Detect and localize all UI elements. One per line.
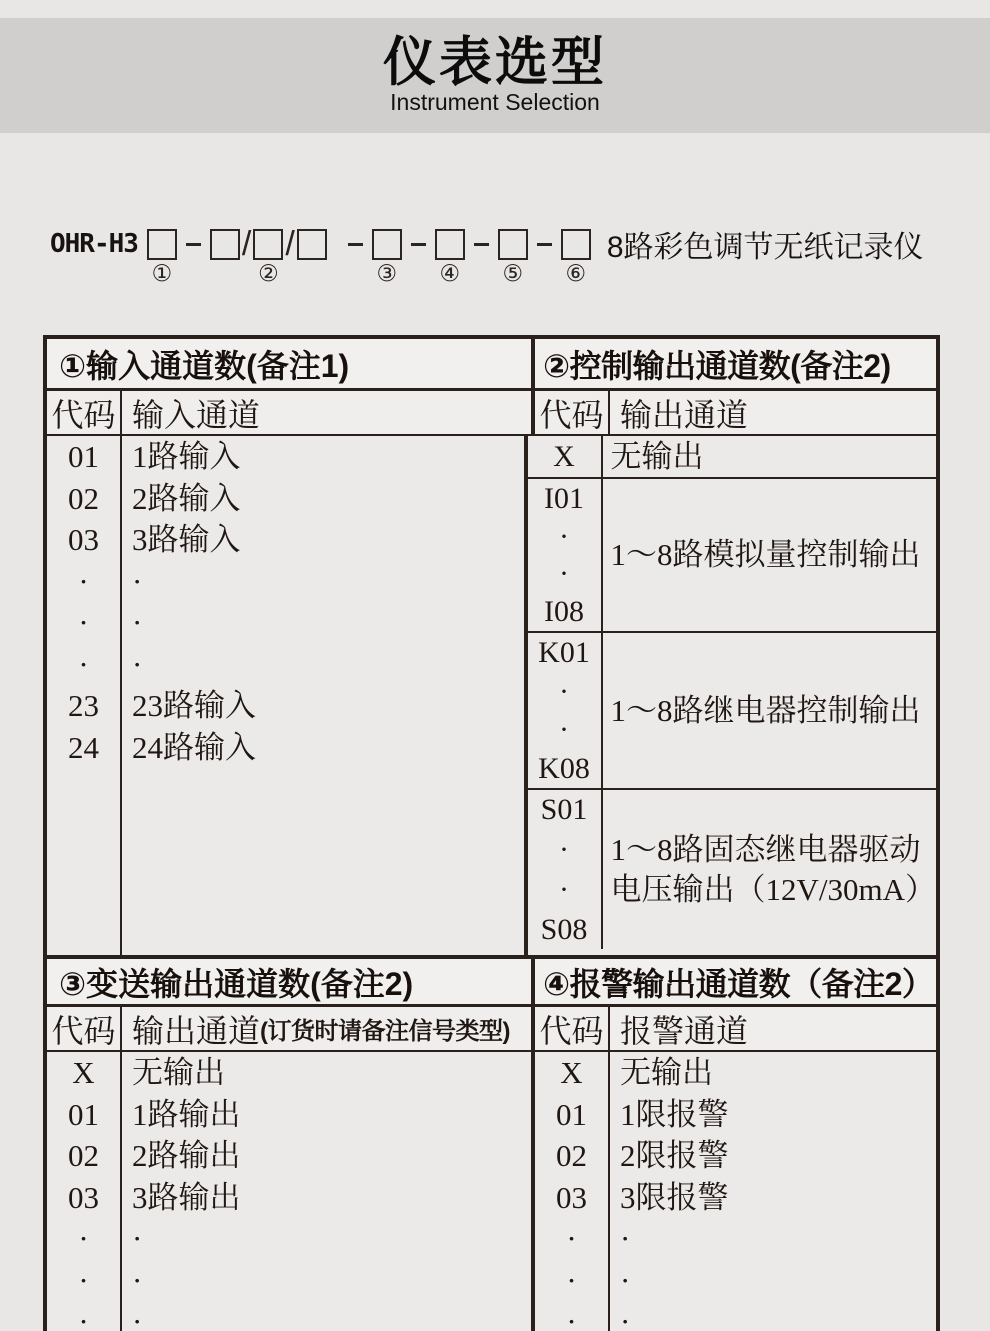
channel-cell: 无输出 [620, 1055, 713, 1091]
code-cell: · [78, 1221, 89, 1257]
code-cell: S08 [540, 913, 588, 946]
channel-column [610, 1052, 936, 1331]
marker-2: ② [258, 260, 279, 287]
channel-cell: · [132, 646, 143, 682]
code-cell: 03 [68, 522, 99, 558]
channel-cell: 1路输入 [132, 439, 241, 475]
section2-subheader [47, 1007, 936, 1052]
model-slot-3 [253, 229, 283, 287]
model-code-line [50, 222, 924, 287]
description-line: 1～8路固态继电器驱动 [610, 831, 921, 867]
channel-cell: · [132, 563, 143, 599]
output-group-analog [528, 479, 937, 633]
section2-body [47, 1052, 936, 1331]
channel-cell: 2限报警 [620, 1138, 729, 1174]
channel-header-note: (订货时请备注信号类型) [260, 1018, 510, 1045]
channel-cell: 23路输入 [132, 688, 256, 724]
model-box-2 [210, 229, 240, 260]
code-cell: I08 [544, 594, 584, 628]
description-line: 电压输出（12V/30mA） [610, 871, 936, 907]
code-cell: 01 [556, 1096, 587, 1132]
code-cell: · [566, 1221, 577, 1257]
marker-4: ④ [439, 260, 461, 287]
code-column [47, 1052, 122, 1331]
channel-cell: · [132, 1304, 143, 1331]
code-cell: · [559, 833, 569, 866]
channel-cell: 1限报警 [620, 1096, 729, 1132]
group-description [603, 479, 937, 631]
marker-1: ① [151, 260, 173, 287]
section1-right-body [524, 436, 937, 955]
model-box-6 [435, 229, 465, 260]
code-cell: · [559, 519, 569, 553]
code-column [528, 436, 603, 477]
code-cell: 01 [68, 1096, 99, 1132]
code-cell: · [78, 1262, 89, 1298]
code-cell: · [559, 557, 569, 591]
slash-separator: / [285, 225, 295, 263]
page-title: 仪表选型 [383, 33, 607, 93]
dash-icon [348, 243, 363, 246]
title-band [0, 18, 990, 133]
code-cell: K08 [538, 751, 590, 785]
channel-header-text: 输出通道 [132, 1012, 261, 1049]
group-description [603, 633, 937, 788]
channel-column-header: 输出通道 [620, 396, 749, 433]
section2-right-subheader [531, 1007, 936, 1050]
code-cell: X [553, 440, 575, 473]
section2-right-title: ④报警输出通道数（备注2） [531, 959, 936, 1004]
code-column [528, 633, 603, 788]
channel-cell: 2路输出 [132, 1138, 241, 1174]
channel-cell: · [620, 1221, 631, 1257]
output-group-ssr [528, 790, 937, 949]
channel-cell: · [620, 1262, 631, 1298]
channel-cell: 2路输入 [132, 480, 241, 516]
description-line: 1～8路继电器控制输出 [610, 692, 921, 728]
code-cell: · [78, 1304, 89, 1331]
model-slot-2 [210, 229, 240, 260]
model-slot-7 [498, 229, 528, 287]
model-slot-4 [297, 229, 327, 260]
code-cell: 02 [68, 1138, 99, 1174]
code-cell: 24 [68, 729, 99, 765]
code-column-header: 代码 [47, 391, 122, 434]
section1-left-title: ①输入通道数(备注1) [59, 347, 350, 384]
channel-cell: 无输出 [132, 1055, 225, 1091]
channel-cell: 1路输出 [132, 1096, 241, 1132]
section2-header [47, 955, 936, 1007]
code-column-header: 代码 [47, 1007, 122, 1050]
model-box-8 [561, 229, 591, 260]
model-slot-5 [372, 229, 402, 287]
dash-icon [474, 243, 489, 246]
channel-cell: · [132, 1221, 143, 1257]
code-cell: · [78, 563, 89, 599]
group-description [603, 790, 937, 949]
section1-left-body [47, 436, 524, 955]
selection-table [43, 335, 940, 1331]
channel-cell: · [132, 605, 143, 641]
dash-icon [537, 243, 552, 246]
model-box-3 [253, 229, 283, 260]
channel-column-header: 报警通道 [620, 1012, 749, 1049]
code-cell: · [559, 713, 569, 747]
code-column [535, 1052, 610, 1331]
code-cell: · [559, 873, 569, 906]
code-cell: · [566, 1304, 577, 1331]
output-group-none [528, 436, 937, 479]
channel-cell: · [620, 1304, 631, 1331]
section1-subheader [47, 391, 936, 436]
section1-header [47, 339, 936, 391]
code-cell: 03 [68, 1179, 99, 1215]
model-slot-6 [435, 229, 465, 287]
channel-column [122, 1052, 531, 1331]
channel-cell: · [132, 1262, 143, 1298]
channel-column [122, 436, 524, 955]
model-slot-8 [561, 229, 591, 287]
model-prefix: OHR-H3 [50, 229, 138, 259]
description-line: 无输出 [610, 438, 704, 474]
marker-3: ③ [376, 260, 398, 287]
code-cell: I01 [544, 482, 584, 515]
code-cell: 01 [68, 439, 99, 475]
channel-cell: 24路输入 [132, 729, 256, 765]
section1-body [47, 436, 936, 955]
code-cell: K01 [538, 636, 590, 669]
code-cell: X [72, 1055, 95, 1091]
group-description [603, 436, 937, 477]
code-cell: · [566, 1262, 577, 1298]
section1-left-subheader [47, 391, 531, 434]
marker-6: ⑥ [565, 260, 587, 287]
section2-left-subheader [47, 1007, 531, 1050]
code-column-header: 代码 [535, 391, 610, 434]
model-description: 8路彩色调节无纸记录仪 [606, 231, 924, 264]
code-cell: 23 [68, 688, 99, 724]
description-line: 1～8路模拟量控制输出 [610, 537, 921, 572]
model-box-7 [498, 229, 528, 260]
model-box-4 [297, 229, 327, 260]
code-cell: 02 [556, 1138, 587, 1174]
model-box-5 [372, 229, 402, 260]
code-cell: S01 [540, 793, 588, 826]
code-cell: · [78, 605, 89, 641]
code-cell: · [78, 646, 89, 682]
code-column-header: 代码 [535, 1007, 610, 1050]
code-column [528, 479, 603, 631]
section1-right-subheader [531, 391, 936, 434]
section2-left-title: ③变送输出通道数(备注2) [59, 965, 414, 1002]
dash-icon [186, 243, 201, 246]
slash-separator: / [241, 225, 252, 263]
output-group-relay [528, 633, 937, 790]
code-cell: 03 [556, 1179, 587, 1215]
section2-left-body [47, 1052, 531, 1331]
dash-icon [411, 243, 426, 246]
channel-column-header: 输入通道 [132, 396, 261, 433]
channel-cell: 3限报警 [620, 1179, 729, 1215]
channel-cell: 3路输入 [132, 522, 241, 558]
marker-5: ⑤ [502, 260, 524, 287]
code-cell: X [560, 1055, 583, 1091]
section1-right-title: ②控制输出通道数(备注2) [531, 339, 936, 388]
code-column [47, 436, 122, 955]
channel-cell: 3路输出 [132, 1179, 241, 1215]
code-cell: · [559, 674, 569, 708]
model-box-1 [147, 229, 177, 260]
code-column [528, 790, 603, 949]
model-slot-1 [147, 229, 177, 287]
page-subtitle: Instrument Selection [390, 88, 600, 115]
section2-right-body [531, 1052, 936, 1331]
code-cell: 02 [68, 480, 99, 516]
channel-column-header [122, 1007, 531, 1050]
